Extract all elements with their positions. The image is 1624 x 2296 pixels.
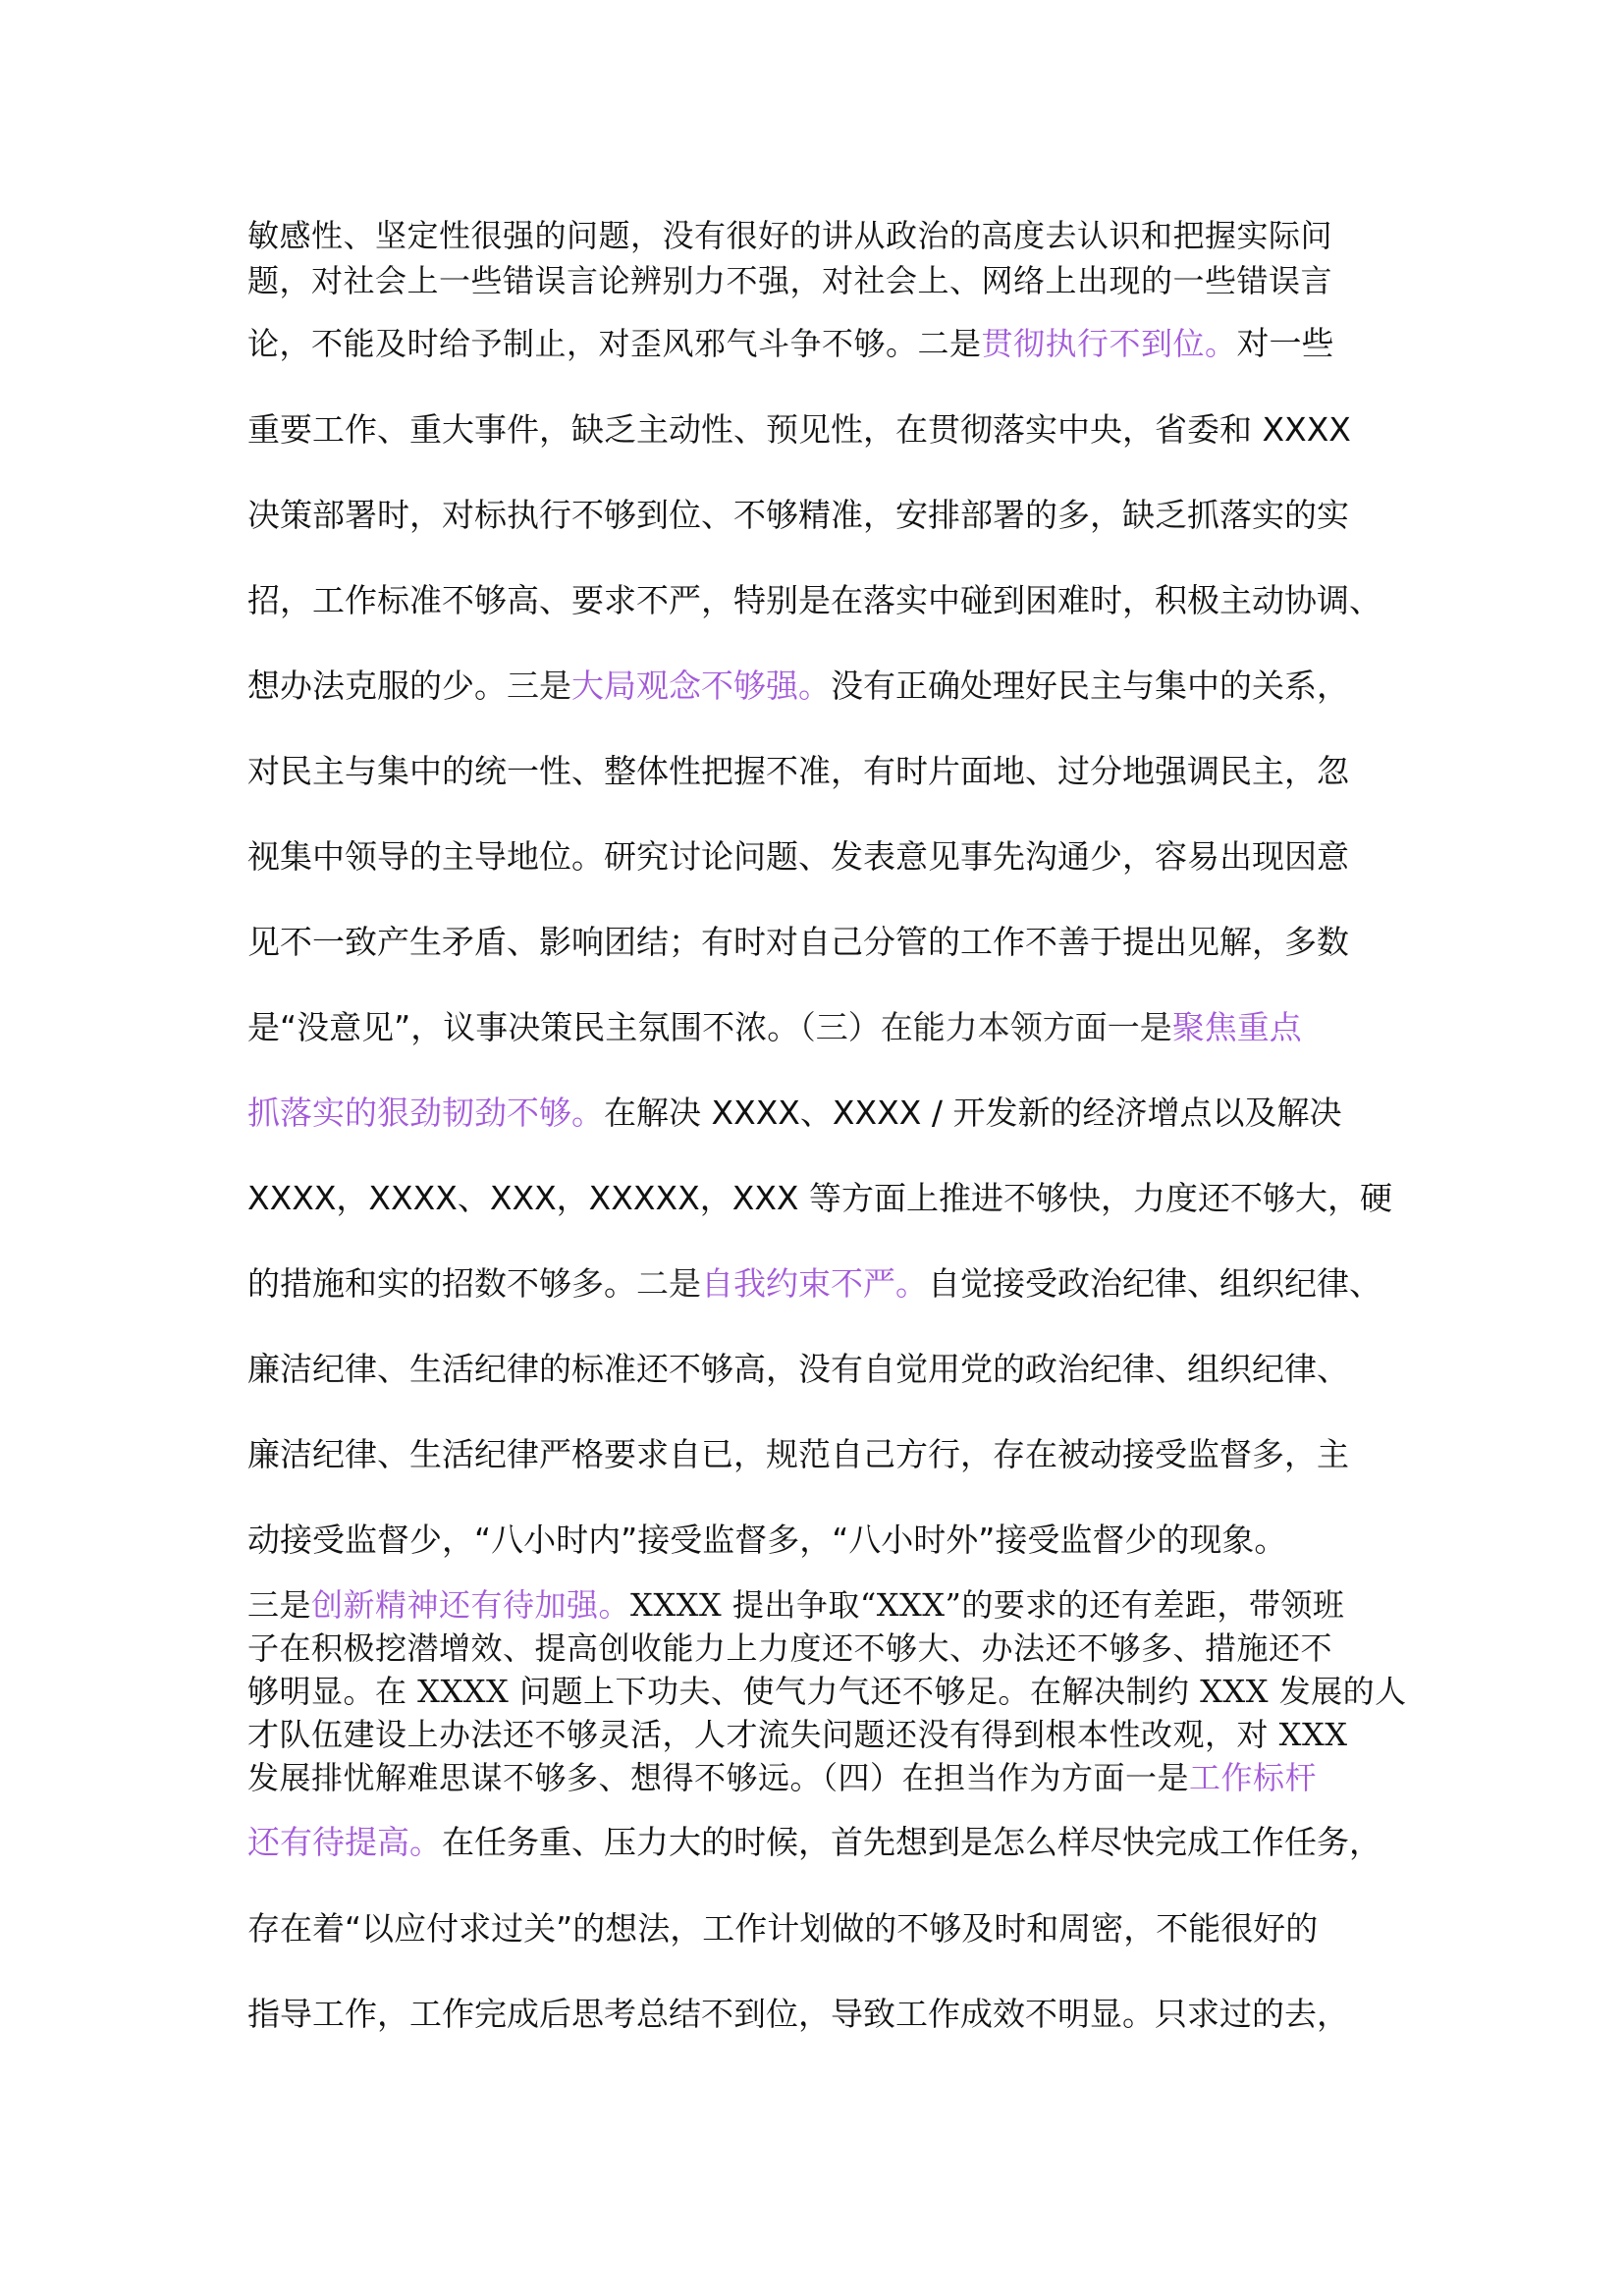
text-line: 决策部署时，对标执行不够到位、不够精准，安排部署的多，缺乏抓落实的实	[247, 496, 1349, 534]
text-line: 论，不能及时给予制止，对歪风邪气斗争不够。二是贯彻执行不到位。对一些	[247, 324, 1334, 362]
text-line: 还有待提高。在任务重、压力大的时候，首先想到是怎么样尽快完成工作任务，	[247, 1823, 1381, 1861]
text-line: 视集中领导的主导地位。研究讨论问题、发表意见事先沟通少，容易出现因意	[247, 837, 1349, 876]
text-line: 见不一致产生矛盾、影响团结；有时对自己分管的工作不善于提出见解，多数	[247, 923, 1349, 961]
text-line: 招，工作标准不够高、要求不严，特别是在落实中碰到困难时，积极主动协调、	[247, 581, 1381, 619]
text-line: 想办法克服的少。三是大局观念不够强。没有正确处理好民主与集中的关系，	[247, 667, 1349, 705]
text-line: 动接受监督少，“八小时内”接受监督多，“八小时外”接受监督少的现象。	[247, 1521, 1287, 1559]
text-line: 廉洁纪律、生活纪律的标准还不够高，没有自觉用党的政治纪律、组织纪律、	[247, 1350, 1349, 1388]
text-line: 够明显。在 XXXX 问题上下功夫、使气力气还不够足。在解决制约 XXX 发展的人	[247, 1673, 1407, 1710]
text-line: 对民主与集中的统一性、整体性把握不准，有时片面地、过分地强调民主，忽	[247, 752, 1349, 790]
text-line: 三是创新精神还有待加强。XXXX 提出争取“XXX”的要求的还有差距，带领班	[247, 1586, 1345, 1624]
highlight-phrase: 还有待提高。	[247, 1823, 442, 1861]
text-line: 指导工作，工作完成后思考总结不到位，导致工作成效不明显。只求过的去，	[247, 1995, 1349, 2033]
text-line: 才队伍建设上办法还不够灵活，人才流失问题还没有得到根本性改观，对 XXX	[247, 1716, 1348, 1753]
text-line: 重要工作、重大事件，缺乏主动性、预见性，在贯彻落实中央，省委和 XXXX	[247, 410, 1351, 449]
highlight-phrase: 聚焦重点	[1171, 1008, 1302, 1046]
text-line: XXXX，XXXX、XXX，XXXXX，XXX 等方面上推进不够快，力度还不够大，硬	[247, 1179, 1393, 1217]
text-line: 发展排忧解难思谋不够多、想得不够远。（四）在担当作为方面一是工作标杆	[247, 1759, 1318, 1796]
highlight-phrase: 抓落实的狠劲韧劲不够。	[247, 1094, 604, 1132]
text-line: 抓落实的狠劲韧劲不够。在解决 XXXX、XXXX / 开发新的经济增点以及解决	[247, 1094, 1342, 1132]
highlight-phrase: 自我约束不严。	[701, 1264, 928, 1303]
text-line: 的措施和实的招数不够多。二是自我约束不严。自觉接受政治纪律、组织纪律、	[247, 1264, 1381, 1303]
text-line: 廉洁纪律、生活纪律严格要求自已，规范自己方行，存在被动接受监督多，主	[247, 1435, 1349, 1473]
text-line: 是“没意见”，议事决策民主氛围不浓。（三）在能力本领方面一是聚焦重点	[247, 1008, 1302, 1046]
text-line: 存在着“以应付求过关”的想法，工作计划做的不够及时和周密，不能很好的	[247, 1909, 1319, 1948]
highlight-phrase: 工作标杆	[1189, 1759, 1318, 1796]
text-line: 敏感性、坚定性很强的问题，没有很好的讲从政治的高度去认识和把握实际问	[247, 217, 1333, 254]
text-line: 子在积极挖潜增效、提高创收能力上力度还不够大、办法还不够多、措施还不	[247, 1629, 1333, 1667]
text-line: 题，对社会上一些错误言论辨别力不强，对社会上、网络上出现的一些错误言	[247, 262, 1333, 299]
highlight-phrase: 大局观念不够强。	[571, 667, 831, 705]
highlight-phrase: 创新精神还有待加强。	[311, 1586, 631, 1624]
highlight-phrase: 贯彻执行不到位。	[981, 325, 1237, 362]
